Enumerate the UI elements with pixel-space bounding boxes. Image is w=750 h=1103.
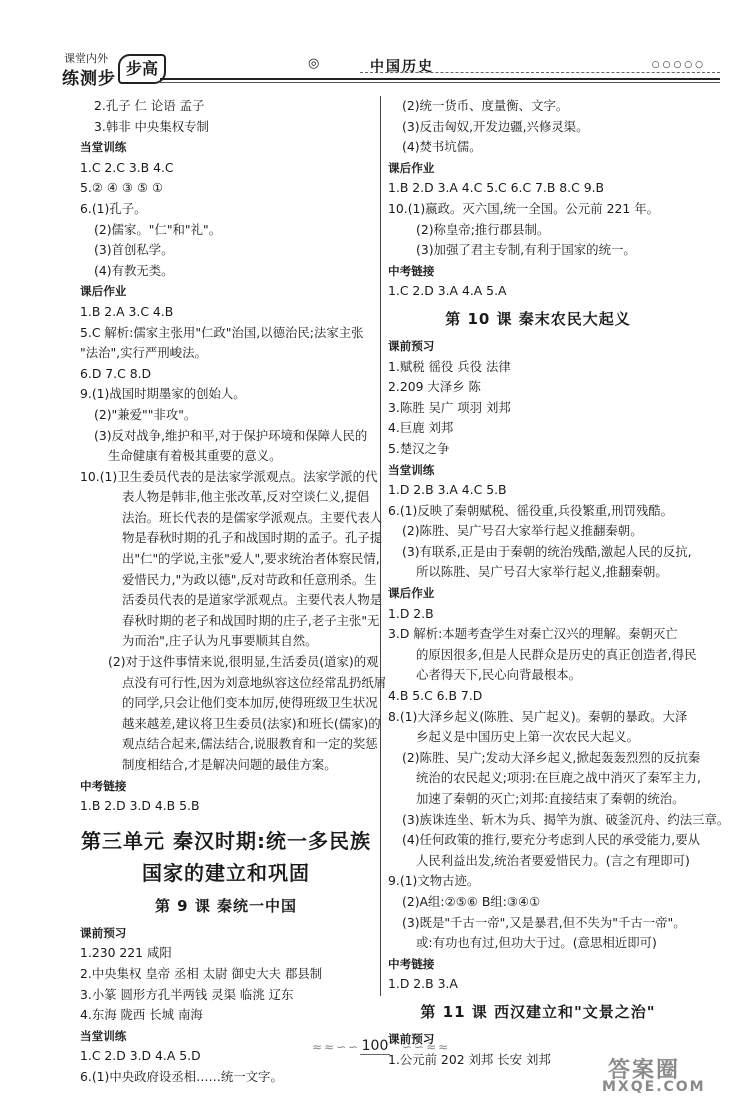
answer-line: 加速了秦朝的灭亡;刘邦:直接结束了秦朝的统治。 xyxy=(416,791,685,806)
answer-line: (3)反击匈奴,开发边疆,兴修灵渠。 xyxy=(402,118,589,134)
answer-line: 9.(1)战国时期墨家的创始人。 xyxy=(80,386,246,402)
section-heading: 课后作业 xyxy=(80,284,127,299)
answer-line: (2)"兼爱""非攻"。 xyxy=(94,406,197,422)
section-heading: 当堂训练 xyxy=(80,140,127,155)
answer-line: 的原因很多,但是人民群众是历史的真正创造者,得民 xyxy=(416,646,697,662)
footer-ornament-left: ≈≈∽∽ xyxy=(312,1040,361,1054)
brand-badge: 步高 xyxy=(118,54,166,84)
answer-line: 3.D 解析:本题考查学生对秦亡汉兴的理解。秦朝灭亡 xyxy=(388,626,678,642)
answer-line: 1.C 2.C 3.B 4.C xyxy=(80,159,174,175)
answer-line: 2.孔子 仁 论语 孟子 xyxy=(94,98,205,113)
watermark-logo-text: 答案圈 xyxy=(608,1058,681,1083)
answer-line: (2)儒家。"仁"和"礼"。 xyxy=(94,221,222,237)
answer-line: 法治。班长代表的是儒家学派观点。主要代表人 xyxy=(122,509,383,525)
answer-line: 所以陈胜、吴广号召大家举行起义,推翻秦朝。 xyxy=(416,564,668,580)
answer-line: 活委员代表的是道家学派观点。主要代表人物是 xyxy=(122,592,383,608)
subject-title: 中国历史 xyxy=(370,59,434,75)
brand-small-text: 课堂内外 xyxy=(64,52,108,65)
answer-line: (4)任何政策的推行,要充分考虑到人民的承受能力,要从 xyxy=(402,832,701,848)
header-rule xyxy=(160,78,720,80)
answer-line: (4)焚书坑儒。 xyxy=(402,139,482,155)
answer-line: 1.赋税 徭役 兵役 法律 xyxy=(388,358,511,374)
answer-line: (2)对于这件事情来说,很明显,生活委员(道家)的观 xyxy=(108,654,379,670)
section-heading: 课后作业 xyxy=(388,586,435,601)
answer-line: 3.韩非 中央集权专制 xyxy=(94,118,209,134)
answer-line: 1.公元前 202 刘邦 长安 刘邦 xyxy=(388,1051,551,1067)
answer-line: 物是春秋时期的孔子和战国时期的孟子。孔子提 xyxy=(122,530,383,546)
answer-line: (3)既是"千古一帝",又是暴君,但不失为"千古一帝"。 xyxy=(402,914,686,930)
answer-line: 1.D 2.B xyxy=(388,605,434,621)
answer-line: 1.230 221 咸阳 xyxy=(80,945,172,961)
column-divider xyxy=(380,96,381,996)
answer-line: 9.(1)文物古迹。 xyxy=(388,873,480,889)
answer-line: 4.巨鹿 刘邦 xyxy=(388,420,454,436)
answer-line: 1.C 2.D 3.D 4.A 5.D xyxy=(80,1048,201,1064)
answer-line: 1.B 2.D 3.A 4.C 5.C 6.C 7.B 8.C 9.B xyxy=(388,180,605,196)
answer-line: 或:有功也有过,但功大于过。(意思相近即可) xyxy=(416,935,657,951)
answer-line: (2)统一货币、度量衡、文字。 xyxy=(402,98,569,113)
section-heading: 课前预习 xyxy=(388,1031,435,1046)
answer-line: 乡起义是中国历史上第一次农民大起义。 xyxy=(416,729,640,745)
unit-title: 第三单元 秦汉时期:统一多民族 xyxy=(81,828,371,853)
brand-logo-text: 练测步 xyxy=(62,69,116,89)
section-heading: 课后作业 xyxy=(388,160,435,175)
answer-line: 2.中央集权 皇帝 丞相 太尉 御史大夫 郡县制 xyxy=(80,965,323,981)
lesson-title: 第 11 课 西汉建立和"文景之治" xyxy=(420,1002,656,1021)
answer-line: (3)族诛连坐、斩木为兵、揭竿为旗、破釜沉舟、约法三章。 xyxy=(402,811,730,827)
answer-line: 6.(1)反映了秦朝赋税、徭役重,兵役繁重,刑罚残酷。 xyxy=(388,502,674,518)
answer-line: 的同学,只会让他们变本加厉,使得班级卫生状况 xyxy=(122,695,378,711)
right-column xyxy=(388,96,730,1070)
answer-line: 8.(1)大泽乡起义(陈胜、吴广起义)。秦朝的暴政。大泽 xyxy=(388,708,688,724)
section-heading: 课前预习 xyxy=(80,925,127,940)
answer-line: 出"仁"的学说,主张"爱人",要求统治者体察民情, xyxy=(122,551,380,567)
answer-line: (3)加强了君主专制,有利于国家的统一。 xyxy=(416,242,636,258)
answer-line: 1.C 2.D 3.A 4.A 5.A xyxy=(388,283,507,299)
header-rule-thin xyxy=(160,82,720,83)
answer-line: 10.(1)嬴政。灭六国,统一全国。公元前 221 年。 xyxy=(388,200,659,216)
answer-line: 6.D 7.C 8.D xyxy=(80,365,152,381)
answer-line: 生命健康有着极其重要的意义。 xyxy=(108,448,282,464)
answer-line: 1.D 2.B 3.A xyxy=(388,976,458,992)
section-heading: 当堂训练 xyxy=(80,1028,127,1043)
answer-line: 爱惜民力,"为政以德",反对苛政和任意刑杀。生 xyxy=(122,571,377,587)
answer-line: 5.楚汉之争 xyxy=(388,440,450,456)
page-number-text: 100 xyxy=(361,1038,389,1054)
answer-line: (2)陈胜、吴广号召大家举行起义推翻秦朝。 xyxy=(402,523,643,539)
answer-line: 人民利益出发,统治者要爱惜民力。(言之有理即可) xyxy=(416,852,690,868)
answer-line: 2.209 大泽乡 陈 xyxy=(388,379,481,395)
answer-line: 3.陈胜 吴广 项羽 刘邦 xyxy=(388,399,511,415)
answer-line: 4.东海 陇西 长城 南海 xyxy=(80,1007,203,1023)
section-heading: 课前预习 xyxy=(388,338,435,353)
answer-line: 观点结合起来,儒法结合,说服教育和一定的奖惩 xyxy=(122,736,378,752)
answer-line: (2)A组:②⑤⑥ B组:③④① xyxy=(402,893,541,909)
unit-title: 国家的建立和巩固 xyxy=(142,860,310,885)
answer-line: (3)有联系,正是由于秦朝的统治残酷,激起人民的反抗, xyxy=(402,543,692,559)
answer-line: 5.② ④ ③ ⑤ ① xyxy=(80,180,164,196)
ornament-icon: ◎ xyxy=(308,56,320,71)
answer-line: 1.B 2.D 3.D 4.B 5.B xyxy=(80,798,200,814)
answer-line: (3)首创私学。 xyxy=(94,242,174,258)
answer-line: 心者得天下,民心向背最根本。 xyxy=(416,667,582,683)
answer-line: (4)有教无类。 xyxy=(94,262,174,278)
answer-line: (3)反对战争,维护和平,对于保护环境和保障人民的 xyxy=(94,427,368,443)
answer-line: 制度相结合,才是解决问题的最佳方案。 xyxy=(122,757,337,772)
section-heading: 中考链接 xyxy=(80,778,127,793)
answer-line: 3.小篆 圆形方孔半两钱 灵渠 临洮 辽东 xyxy=(80,986,294,1002)
answer-line: 统治的农民起义;项羽:在巨鹿之战中消灭了秦军主力, xyxy=(416,770,701,786)
answer-line: 春秋时期的老子和战国时期的庄子,老子主张"无 xyxy=(122,612,380,628)
section-heading: 中考链接 xyxy=(388,263,435,278)
page-header xyxy=(60,48,720,92)
dots-decoration: ○○○○○ xyxy=(651,60,706,70)
answer-line: 点没有可行性,因为刘意地纵容这位经常乱扔纸屑 xyxy=(122,674,387,690)
answer-line: 6.(1)中央政府设丞相……统一文字。 xyxy=(80,1068,283,1084)
answer-line: 6.(1)孔子。 xyxy=(80,200,147,216)
answer-line: "法治",实行严刑峻法。 xyxy=(80,345,207,361)
answer-line: 越来越差,建议将卫生委员(法家)和班长(儒家)的 xyxy=(122,715,381,731)
answer-line: 10.(1)卫生委员代表的是法家学派观点。法家学派的代 xyxy=(80,468,378,484)
answer-line: 4.B 5.C 6.B 7.D xyxy=(388,688,483,704)
lesson-title: 第 10 课 秦末农民大起义 xyxy=(445,309,631,328)
answer-line: 5.C 解析:儒家主张用"仁政"治国,以德治民;法家主张 xyxy=(80,324,364,340)
footer-ornament-right: ∽∽≈≈ xyxy=(402,1040,451,1054)
lesson-title: 第 9 课 秦统一中国 xyxy=(154,896,298,915)
watermark-url: MXQE.COM xyxy=(602,1079,706,1095)
answer-line: 为而治",庄子认为凡事要顺其自然。 xyxy=(122,633,318,649)
watermark xyxy=(594,1053,744,1097)
answer-line: 1.B 2.A 3.C 4.B xyxy=(80,303,174,319)
answer-line: 表人物是韩非,他主张改革,反对空谈仁义,提倡 xyxy=(122,489,370,505)
section-heading: 当堂训练 xyxy=(388,462,435,477)
section-heading: 中考链接 xyxy=(388,956,435,971)
answer-line: 1.D 2.B 3.A 4.C 5.B xyxy=(388,482,507,498)
answer-line: (2)称皇帝;推行郡县制。 xyxy=(416,221,550,237)
answer-line: (2)陈胜、吴广;发动大泽乡起义,掀起轰轰烈烈的反抗秦 xyxy=(402,749,701,765)
